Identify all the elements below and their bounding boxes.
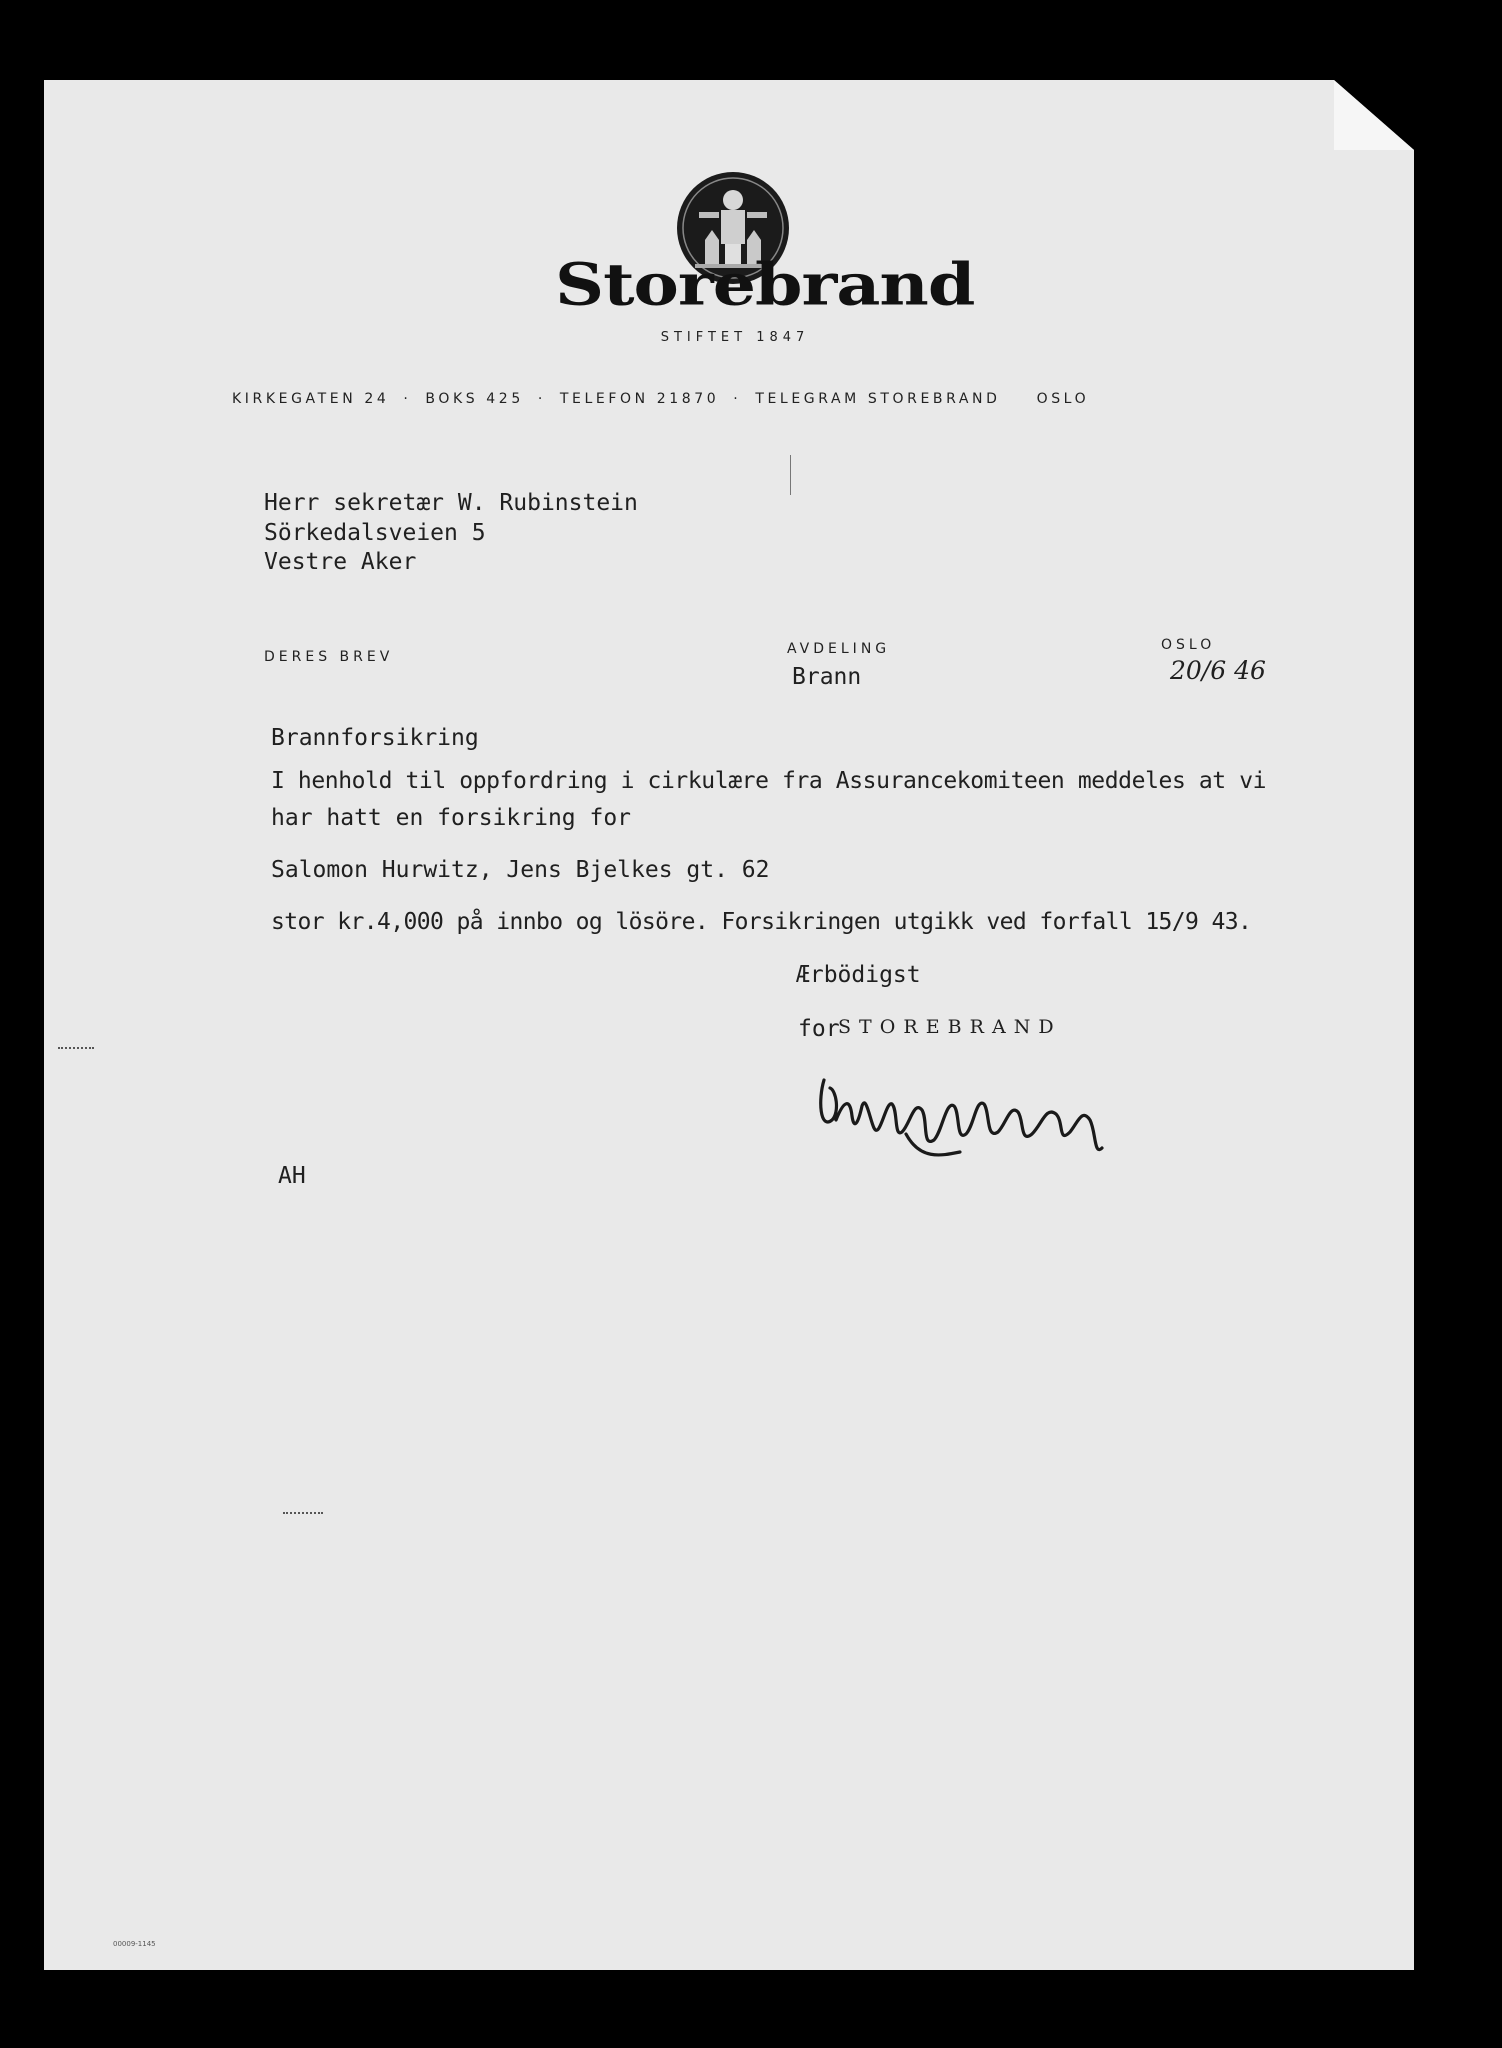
- handwritten-signature: [810, 1060, 1120, 1170]
- letterhead-city: OSLO: [1036, 391, 1090, 407]
- place-label: OSLO: [1161, 637, 1216, 653]
- telegram-address: TELEGRAM STOREBRAND: [755, 391, 1001, 407]
- recipient-line-3: Vestre Aker: [264, 549, 417, 575]
- body-paragraph-line-1: I henhold til oppfordring i cirkulære fra Assurancekomiteen meddeles at vi: [271, 768, 1267, 794]
- closing-company-name: S T O R E B R A N D: [838, 1016, 1055, 1038]
- phone-number: TELEFON 21870: [559, 391, 720, 407]
- street-address: KIRKEGATEN 24: [232, 391, 390, 407]
- margin-dot-mark-left: [58, 1047, 94, 1049]
- letter-paper: [44, 80, 1414, 1970]
- department-label: AVDELING: [787, 641, 891, 657]
- recipient-line-2: Sörkedalsveien 5: [264, 520, 486, 546]
- letter-date: 20/6 46: [1170, 656, 1266, 685]
- typist-initials: AH: [278, 1163, 306, 1189]
- margin-dot-mark-lower: [283, 1512, 323, 1514]
- amount-and-expiry-line: stor kr.4,000 på innbo og lösöre. Forsikringen utgikk ved forfall 15/9 43.: [271, 909, 1252, 935]
- body-paragraph-line-2: har hatt en forsikring for: [271, 805, 632, 831]
- subject-line: Brannforsikring: [271, 725, 479, 751]
- form-code: 00009-1145: [113, 1940, 156, 1948]
- fold-mark: [790, 455, 791, 495]
- folded-corner: [1334, 80, 1414, 150]
- post-box: BOKS 425: [425, 391, 524, 407]
- brand-wordmark: Storebrand: [555, 251, 975, 319]
- closing-greeting: Ærbödigst: [796, 962, 921, 988]
- insured-name-address: Salomon Hurwitz, Jens Bjelkes gt. 62: [271, 857, 770, 883]
- department-value: Brann: [792, 664, 862, 690]
- founded-line: STIFTET 1847: [660, 330, 810, 345]
- your-letter-label: DERES BREV: [264, 649, 394, 665]
- for-label: for: [798, 1016, 840, 1042]
- recipient-line-1: Herr sekretær W. Rubinstein: [264, 490, 638, 516]
- letterhead-address-bar: KIRKEGATEN 24 · BOKS 425 · TELEFON 21870 · TELEGRAM STOREBRAND OSLO: [232, 391, 1090, 407]
